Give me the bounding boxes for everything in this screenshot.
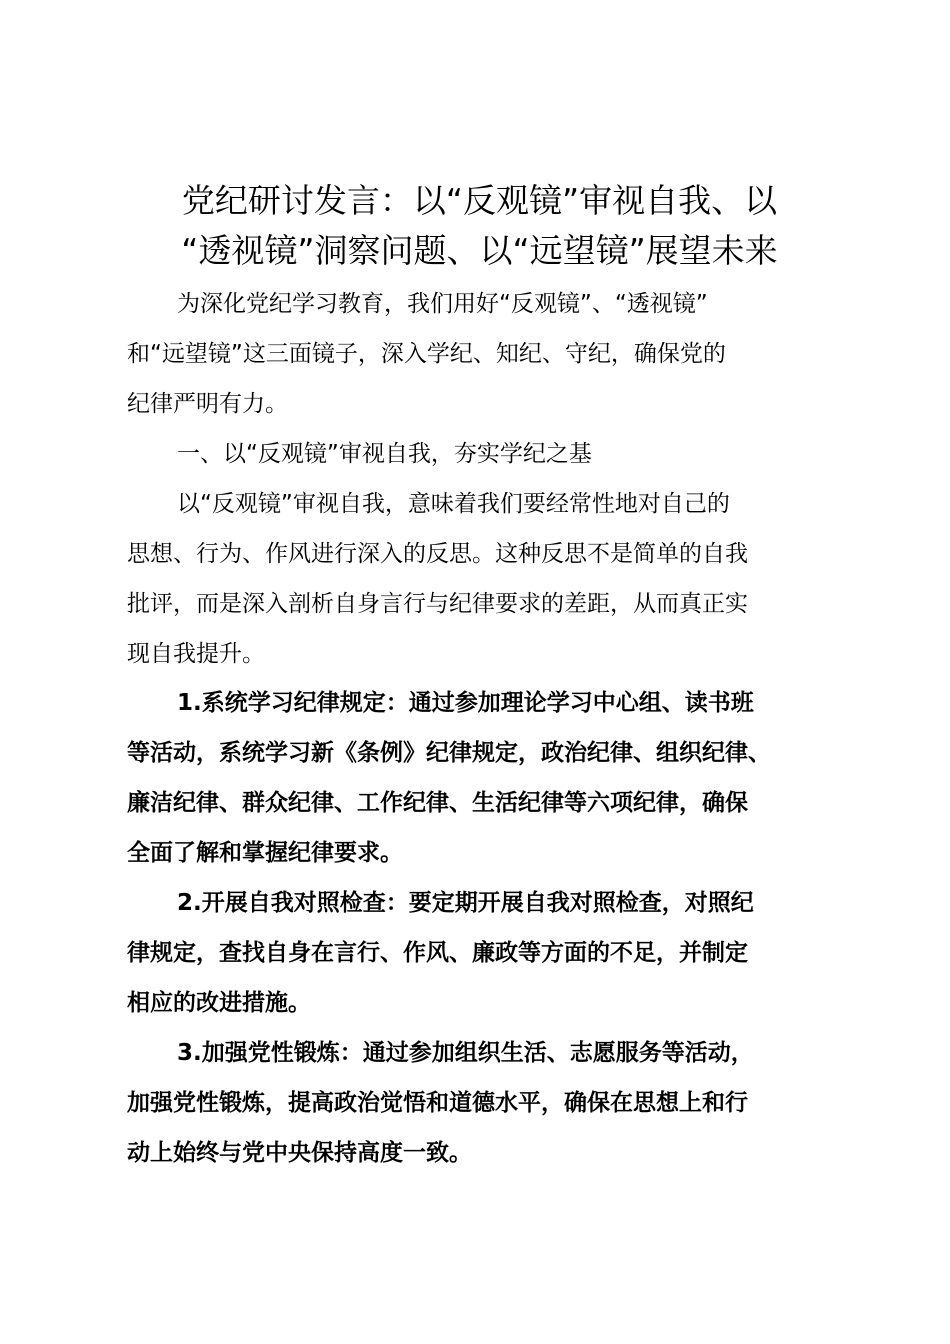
item-2-line-2: 律规定，查找自身在言行、作风、廉政等方面的不足，并制定 xyxy=(127,940,748,966)
item-2-line-1: 2.开展自我对照检查：要定期开展自我对照检查，对照纪 xyxy=(177,890,754,916)
intro-line-2: 和“远望镜”这三面镜子，深入学纪、知纪、守纪，确保党的 xyxy=(127,341,726,367)
section-1-line-1: 以“反观镜”审视自我，意味着我们要经常性地对自己的 xyxy=(177,491,730,517)
item-1-line-2: 等活动，系统学习新《条例》纪律规定，政治纪律、组织纪律、 xyxy=(127,740,771,766)
item-1-line-3: 廉洁纪律、群众纪律、工作纪律、生活纪律等六项纪律，确保 xyxy=(127,790,748,816)
section-1-line-4: 现自我提升。 xyxy=(127,641,265,667)
section-1-heading: 一、以“反观镜”审视自我，夯实学纪之基 xyxy=(177,441,592,467)
item-3-line-3: 动上始终与党中央保持高度一致。 xyxy=(127,1140,472,1166)
item-3-line-1: 3.加强党性锻炼：通过参加组织生活、志愿服务等活动， xyxy=(177,1040,754,1066)
intro-paragraph xyxy=(127,279,832,429)
item-2-line-3: 相应的改进措施。 xyxy=(127,990,311,1016)
item-1-paragraph xyxy=(127,678,832,878)
title-line-2: “透视镜”洞察问题、以“远望镜”展望未来 xyxy=(181,231,778,270)
section-1-line-3: 批评，而是深入剖析自身言行与纪律要求的差距，从而真正实 xyxy=(127,591,748,617)
item-2-paragraph xyxy=(127,878,832,1028)
section-1-body xyxy=(127,479,832,679)
item-3-line-2: 加强党性锻炼，提高政治觉悟和道德水平，确保在思想上和行 xyxy=(127,1090,748,1116)
section-1-line-2: 思想、行为、作风进行深入的反思。这种反思不是简单的自我 xyxy=(127,541,748,567)
document-title xyxy=(127,176,832,276)
intro-line-1: 为深化党纪学习教育，我们用好“反观镜”、“透视镜” xyxy=(177,291,708,317)
title-line-1: 党纪研讨发言：以“反观镜”审视自我、以 xyxy=(181,181,778,220)
item-1-line-1: 1.系统学习纪律规定：通过参加理论学习中心组、读书班 xyxy=(177,690,754,716)
intro-line-3: 纪律严明有力。 xyxy=(127,391,288,417)
item-3-paragraph xyxy=(127,1028,832,1178)
item-1-line-4: 全面了解和掌握纪律要求。 xyxy=(127,840,403,866)
